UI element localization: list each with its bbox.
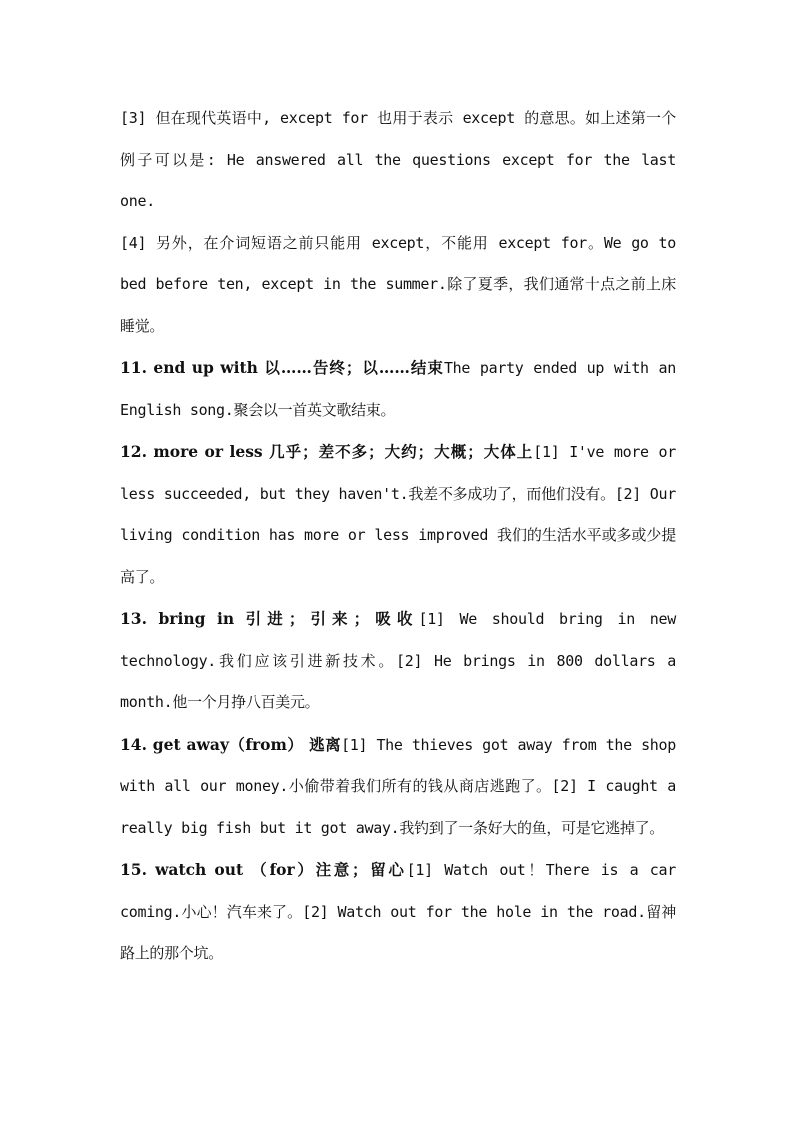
entry-heading: 14. get away（from） 逃离	[120, 734, 342, 754]
entry-15-watch-out	[120, 849, 676, 975]
paragraph-note-4	[120, 223, 676, 348]
entry-example: The party ended up with an English song.聚会以一首英文歌结束。	[120, 359, 676, 419]
entry-example: [1] I've more or less succeeded, but they haven't.我差不多成功了，而他们没有。[2] Our living condition has more or less improved 我们的生活水平或多或少提高了。	[120, 443, 676, 586]
entry-example: [1] Watch out！There is a car coming.小心！汽车来了。[2] Watch out for the hole in the road.留神路上的那个坑。	[120, 861, 676, 962]
paragraph-text: [4] 另外，在介词短语之前只能用 except，不能用 except for。We go to bed before ten, except in the summer.除了夏季，我们通常十点之前上床睡觉。	[120, 233, 676, 335]
entry-heading: 11. end up with 以……告终；以……结束	[120, 358, 444, 377]
entry-12-more-or-less	[120, 431, 676, 598]
document-body	[120, 98, 676, 975]
entry-11-end-up-with	[120, 347, 676, 431]
entry-heading: 13. bring in 引进；引来；吸收	[120, 609, 419, 628]
entry-13-bring-in	[120, 598, 676, 724]
entry-example: [1] The thieves got away from the shop with all our money.小偷带着我们所有的钱从商店逃跑了。[2] I caught a really big fish but it got away.我钓到了一条好大的鱼，可是它逃掉了。	[120, 735, 676, 837]
paragraph-note-3	[120, 98, 676, 223]
entry-example: [1] We should bring in new technology.我们应该引进新技术。[2] He brings in 800 dollars a month.他一个月挣八百美元。	[120, 610, 676, 711]
entry-14-get-away	[120, 724, 676, 850]
entry-heading: 12. more or less 几乎；差不多；大约；大概；大体上	[120, 442, 534, 461]
entry-heading: 15. watch out （for）注意；留心	[120, 860, 407, 879]
paragraph-text: [3] 但在现代英语中, except for 也用于表示 except 的意思。如上述第一个例子可以是: He answered all the questions except for the last one.	[120, 109, 676, 210]
